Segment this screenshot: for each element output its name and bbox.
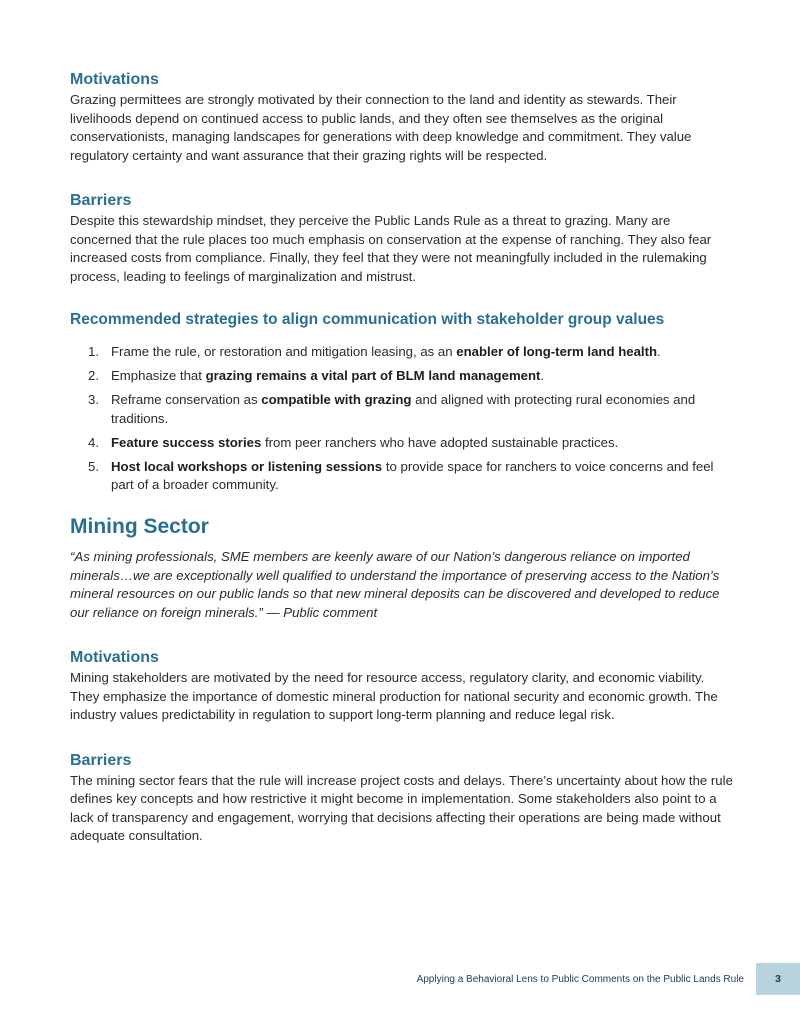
strategy-emphasis: enabler of long-term land health [456, 344, 658, 359]
strategies-list [70, 343, 734, 495]
mining-sector-title: Mining Sector [70, 515, 209, 538]
strategy-item [88, 367, 734, 386]
page-content [70, 70, 734, 846]
strategy-emphasis: Feature success stories [111, 434, 262, 450]
mining-motivations-heading: Motivations [70, 649, 159, 666]
strategy-text: . [657, 344, 661, 359]
footer-title: Applying a Behavioral Lens to Public Comments on the Public Lands Rule [416, 973, 744, 985]
mining-motivations-text: Mining stakeholders are motivated by the need for resource access, regulatory clarity, and economic viability. They emphasize the importance of domestic mineral production for national security and economic growth. The industry values predictability in regulation to support long-term planning and reduce legal risk. [70, 670, 718, 722]
strategy-number: 5. [88, 458, 99, 474]
strategy-text: to provide space for ranchers to voice concerns and feel part of a broader community. [111, 458, 714, 492]
strategies-heading: Recommended strategies to align communication with stakeholder group values [70, 311, 665, 328]
strategy-item [88, 391, 734, 428]
barriers-heading: Barriers [70, 192, 132, 209]
motivations-text: Grazing permittees are strongly motivated by their connection to the land and identity as stewards. Their livelihoods depend on continued access to public lands, and they often see themselves as the original conservationists, managing landscapes for generations with deep knowledge and commitment. They value regulatory certainty and want assurance that their grazing rights will be respected. [70, 92, 692, 163]
page-number: 3 [756, 963, 800, 995]
strategy-number: 2. [88, 368, 99, 383]
strategy-item [88, 458, 734, 495]
motivations-heading: Motivations [70, 71, 159, 88]
mining-barriers-text: The mining sector fears that the rule will increase project costs and delays. There’s uncertainty about how the rule defines key concepts and how restrictive it might become in implementation. Some stakeholders also point to a lack of transparency and engagement, worrying that decisions affecting their operations are being made without adequate consultation. [70, 772, 733, 843]
strategy-text: from peer ranchers who have adopted sustainable practices. [261, 434, 619, 450]
strategy-text: Emphasize that [111, 368, 206, 383]
strategy-text: Frame the rule, or restoration and mitigation leasing, as an [111, 344, 457, 359]
mining-barriers-heading: Barriers [70, 751, 132, 769]
strategy-emphasis: Host local workshops or listening sessions [111, 458, 383, 474]
page-footer [417, 963, 800, 995]
strategy-number: 3. [88, 392, 99, 407]
strategy-text: Reframe conservation as [111, 392, 262, 407]
public-comment-quote: “As mining professionals, SME members are keenly aware of our Nation’s dangerous reliance on imported minerals…we are exceptionally well qualified to understand the importance of preserving access to the Nation’s mineral resources on our public lands so that new mineral deposits can be discovered and developed to reduce our reliance on foreign minerals.” — Public comment [70, 549, 720, 620]
strategy-item [88, 343, 734, 362]
strategy-text: and aligned with protecting rural economies and traditions. [111, 392, 696, 426]
barriers-text: Despite this stewardship mindset, they perceive the Public Lands Rule as a threat to grazing. Many are concerned that the rule places too much emphasis on conservation at the expense of ranching. They also fear increased costs from compliance. Finally, they feel that they were not meaningfully included in the rulemaking process, leading to feelings of marginalization and mistrust. [70, 213, 712, 284]
strategy-emphasis: compatible with grazing [261, 392, 412, 407]
strategy-number: 1. [88, 344, 99, 359]
strategy-text: . [540, 368, 545, 383]
strategy-item [88, 434, 734, 453]
strategy-number: 4. [88, 434, 99, 450]
strategy-emphasis: grazing remains a vital part of BLM land management [205, 368, 541, 383]
